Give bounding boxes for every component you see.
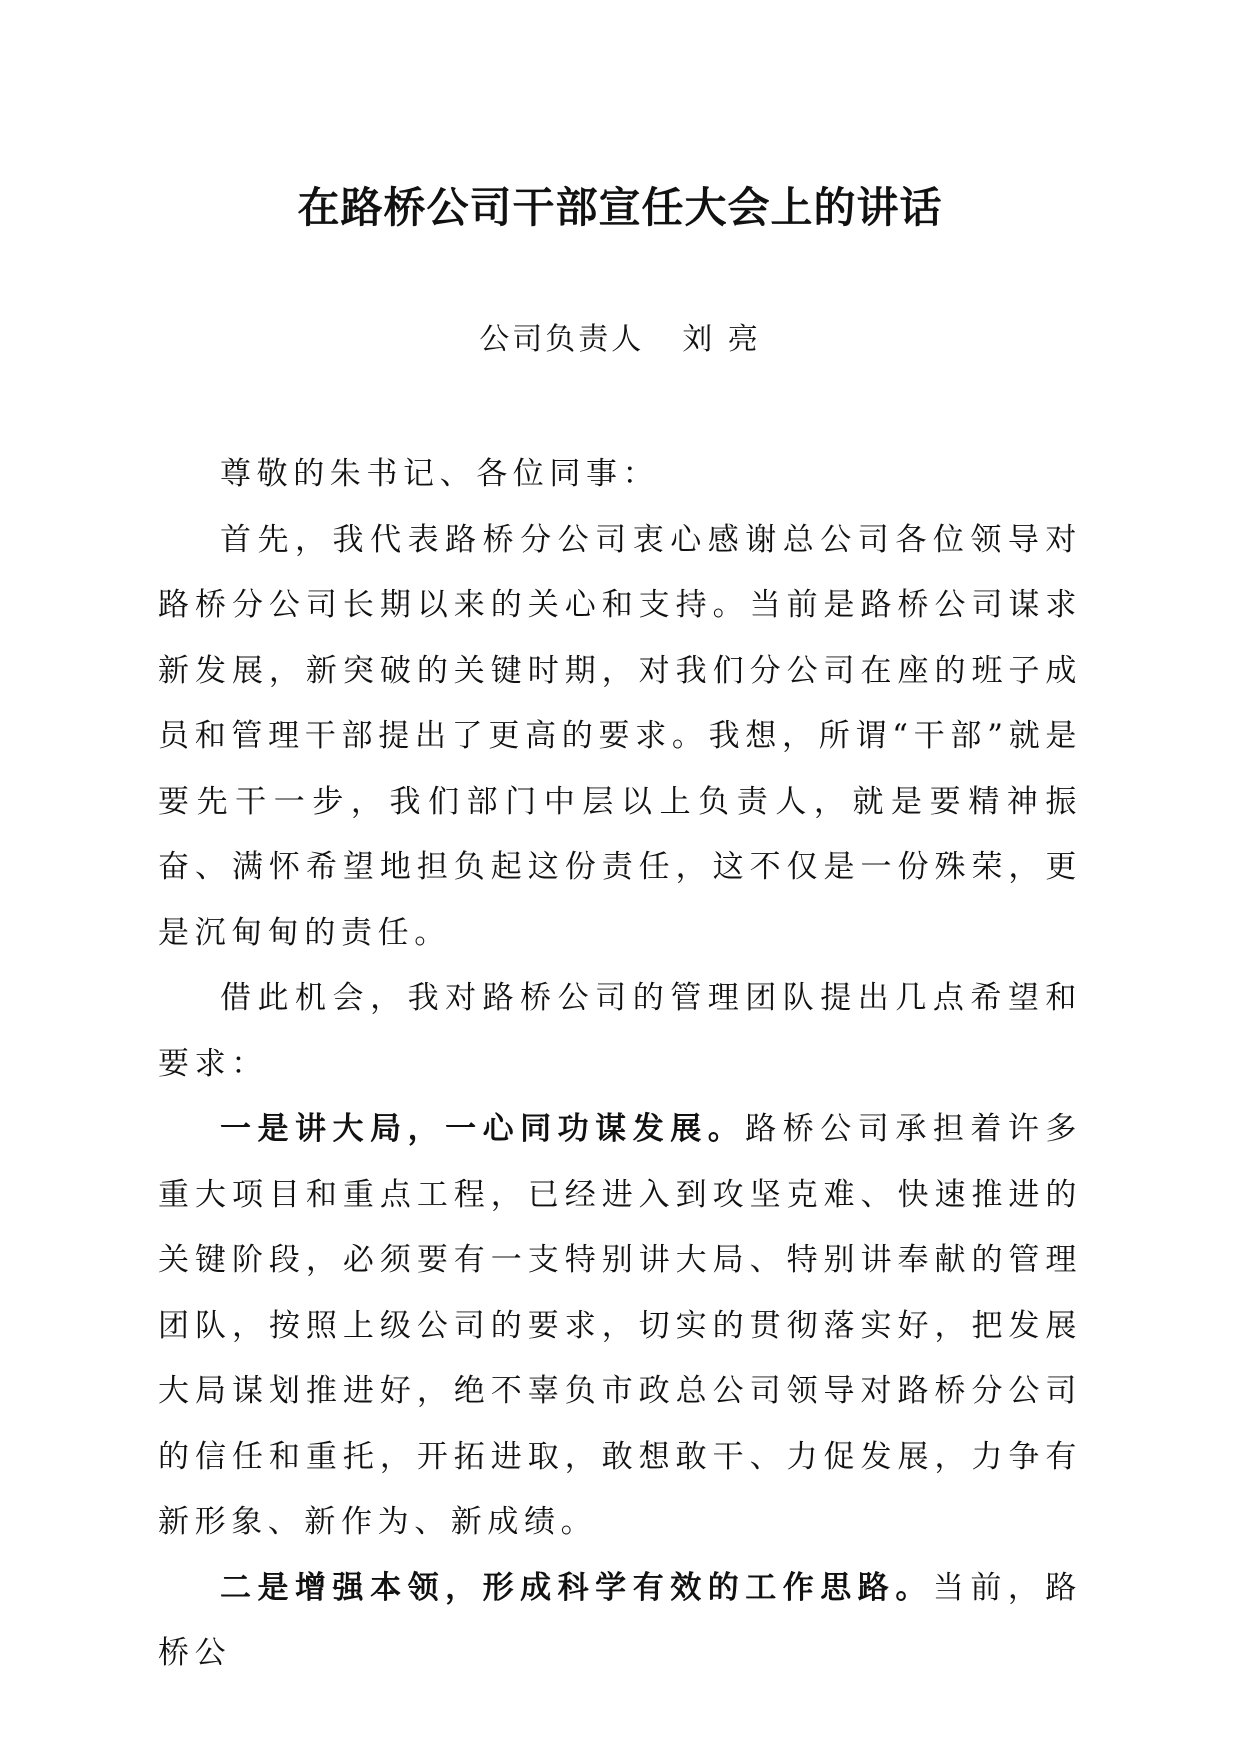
paragraph-requirements-intro xyxy=(158,966,1082,1097)
paragraph-text: 当前，路桥公 xyxy=(158,1569,1082,1671)
speaker-name: 刘 亮 xyxy=(682,322,761,357)
paragraph-point-two xyxy=(158,1556,1082,1687)
point-heading: 一是讲大局，一心同功谋发展。 xyxy=(220,1111,746,1147)
paragraph-text: 首先，我代表路桥分公司衷心感谢总公司各位领导对路桥分公司长期以来的关心和支持。当前是路桥公司谋求新发展，新突破的关键时期，对我们分公司在座的班子成员和管理干部提出了更高的要求。我想，所谓“干部”就是要先干一步，我们部门中层以上负责人，就是要精神振奋、满怀希望地担负起这份责任，这不仅是一份殊荣，更是沉甸甸的责任。 xyxy=(158,521,1082,951)
paragraph-text: 借此机会，我对路桥公司的管理团队提出几点希望和要求： xyxy=(158,980,1082,1082)
paragraph-text: 路桥公司承担着许多重大项目和重点工程，已经进入到攻坚克难、快速推进的关键阶段，必须要有一支特别讲大局、特别讲奉献的管理团队，按照上级公司的要求，切实的贯彻落实好，把发展大局谋划推进好，绝不辜负市政总公司领导对路桥分公司的信任和重托，开拓进取，敢想敢干、力促发展，力争有新形象、新作为、新成绩。 xyxy=(158,1111,1082,1540)
point-heading: 二是增强本领，形成科学有效的工作思路。 xyxy=(220,1569,933,1606)
speech-body xyxy=(158,442,1082,1687)
salutation: 尊敬的朱书记、各位同事： xyxy=(220,456,660,492)
speaker-byline xyxy=(0,318,1240,362)
speaker-role: 公司负责人 xyxy=(479,322,645,357)
document-title: 在路桥公司干部宣任大会上的讲话 xyxy=(297,183,943,232)
paragraph-point-one xyxy=(158,1097,1082,1556)
paragraph-opening xyxy=(158,508,1082,967)
